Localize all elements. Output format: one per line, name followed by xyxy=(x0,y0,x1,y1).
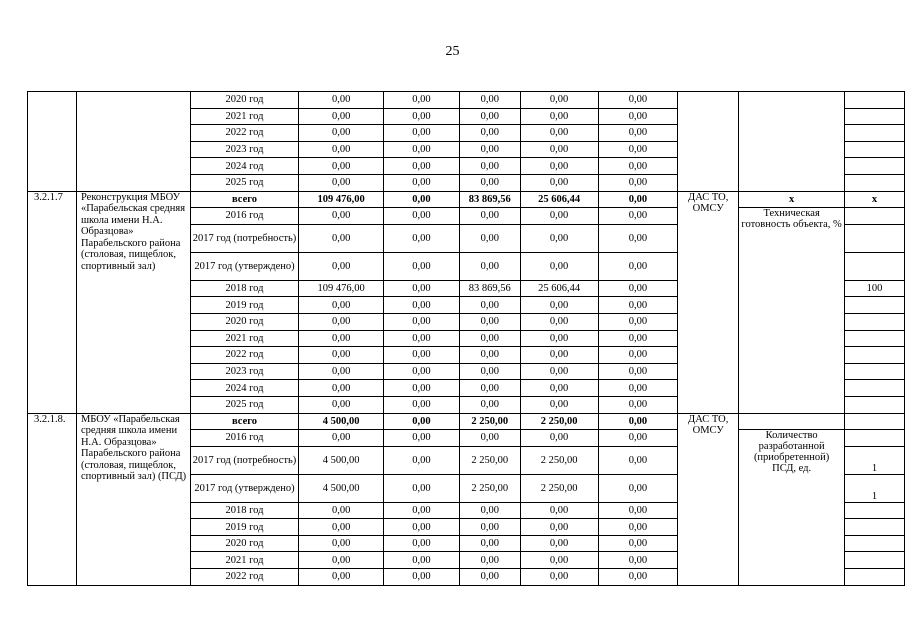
indicator-value-cell xyxy=(845,330,905,347)
indicator-value-cell xyxy=(845,552,905,569)
indicator-value-cell xyxy=(845,125,905,142)
value-cell: 0,00 xyxy=(598,224,678,252)
value-cell: 0,00 xyxy=(299,158,384,175)
value-cell: 0,00 xyxy=(459,535,520,552)
indicator-value-cell xyxy=(845,297,905,314)
value-cell: 0,00 xyxy=(598,380,678,397)
value-cell: 0,00 xyxy=(299,330,384,347)
year-cell: 2017 год (потребность) xyxy=(190,224,298,252)
value-cell: 0,00 xyxy=(459,519,520,536)
year-cell: 2017 год (утверждено) xyxy=(190,474,298,502)
value-cell: 0,00 xyxy=(520,208,598,225)
value-cell: 0,00 xyxy=(520,502,598,519)
value-cell: 0,00 xyxy=(598,569,678,586)
value-cell: 25 606,44 xyxy=(520,191,598,208)
value-cell: 0,00 xyxy=(598,191,678,208)
indicator-value-cell: 1 xyxy=(845,474,905,502)
value-cell: 0,00 xyxy=(459,313,520,330)
year-cell: 2017 год (утверждено) xyxy=(190,252,298,280)
indicator-value-cell xyxy=(845,92,905,109)
value-cell: 0,00 xyxy=(598,174,678,191)
value-cell: 0,00 xyxy=(598,413,678,430)
value-cell: 0,00 xyxy=(299,430,384,447)
value-cell: 0,00 xyxy=(299,125,384,142)
value-cell: 0,00 xyxy=(384,330,460,347)
value-cell: 0,00 xyxy=(520,430,598,447)
value-cell: 0,00 xyxy=(384,535,460,552)
year-cell: 2022 год xyxy=(190,569,298,586)
value-cell: 0,00 xyxy=(598,519,678,536)
value-cell: 0,00 xyxy=(598,446,678,474)
value-cell: 0,00 xyxy=(520,363,598,380)
value-cell: 0,00 xyxy=(299,552,384,569)
value-cell: 0,00 xyxy=(299,313,384,330)
value-cell: 25 606,44 xyxy=(520,280,598,297)
name-cell xyxy=(76,92,190,192)
value-cell: 0,00 xyxy=(598,313,678,330)
indicator-value-cell xyxy=(845,569,905,586)
value-cell: 0,00 xyxy=(299,108,384,125)
year-cell: 2017 год (потребность) xyxy=(190,446,298,474)
value-cell: 0,00 xyxy=(459,330,520,347)
value-cell: 0,00 xyxy=(520,569,598,586)
value-cell: 0,00 xyxy=(384,474,460,502)
indicator-name-cell xyxy=(739,92,845,192)
value-cell: 0,00 xyxy=(299,363,384,380)
value-cell: 0,00 xyxy=(459,297,520,314)
value-cell: 0,00 xyxy=(299,380,384,397)
value-cell: 0,00 xyxy=(459,363,520,380)
year-cell: 2022 год xyxy=(190,125,298,142)
year-cell: всего xyxy=(190,191,298,208)
indicator-value-cell xyxy=(845,252,905,280)
value-cell: 0,00 xyxy=(299,252,384,280)
value-cell: 0,00 xyxy=(598,108,678,125)
code-cell: 3.2.1.8. xyxy=(28,413,77,585)
value-cell: 0,00 xyxy=(299,141,384,158)
value-cell: 0,00 xyxy=(520,535,598,552)
value-cell: 0,00 xyxy=(299,174,384,191)
value-cell: 0,00 xyxy=(520,125,598,142)
value-cell: 0,00 xyxy=(384,191,460,208)
indicator-value-cell xyxy=(845,224,905,252)
year-cell: 2016 год xyxy=(190,430,298,447)
indicator-value-cell xyxy=(845,413,905,430)
value-cell: 0,00 xyxy=(520,313,598,330)
value-cell: 0,00 xyxy=(598,552,678,569)
value-cell: 0,00 xyxy=(598,363,678,380)
year-cell: 2023 год xyxy=(190,363,298,380)
value-cell: 0,00 xyxy=(459,502,520,519)
value-cell: 0,00 xyxy=(520,174,598,191)
value-cell: 0,00 xyxy=(520,396,598,413)
indicator-value-cell: 1 xyxy=(845,446,905,474)
value-cell: 0,00 xyxy=(384,552,460,569)
value-cell: 0,00 xyxy=(299,519,384,536)
value-cell: 0,00 xyxy=(598,252,678,280)
value-cell: 0,00 xyxy=(520,92,598,109)
year-cell: 2018 год xyxy=(190,502,298,519)
year-cell: 2025 год xyxy=(190,174,298,191)
value-cell: 0,00 xyxy=(459,224,520,252)
value-cell: 0,00 xyxy=(384,569,460,586)
indicator-value-cell: х xyxy=(845,191,905,208)
value-cell: 0,00 xyxy=(459,141,520,158)
indicator-top-cell xyxy=(739,413,845,430)
value-cell: 0,00 xyxy=(598,208,678,225)
value-cell: 0,00 xyxy=(520,519,598,536)
value-cell: 0,00 xyxy=(299,535,384,552)
table-row xyxy=(28,92,905,109)
value-cell: 0,00 xyxy=(384,396,460,413)
indicator-value-cell xyxy=(845,313,905,330)
value-cell: 0,00 xyxy=(520,330,598,347)
year-cell: 2021 год xyxy=(190,552,298,569)
value-cell: 0,00 xyxy=(520,141,598,158)
value-cell: 0,00 xyxy=(384,347,460,364)
indicator-value-cell xyxy=(845,208,905,225)
indicator-value-cell xyxy=(845,347,905,364)
value-cell: 0,00 xyxy=(459,158,520,175)
value-cell: 0,00 xyxy=(598,92,678,109)
value-cell: 0,00 xyxy=(598,158,678,175)
indicator-top-cell: х xyxy=(739,191,845,208)
value-cell: 0,00 xyxy=(384,519,460,536)
year-cell: всего xyxy=(190,413,298,430)
value-cell: 0,00 xyxy=(384,158,460,175)
value-cell: 0,00 xyxy=(459,174,520,191)
value-cell: 0,00 xyxy=(384,125,460,142)
value-cell: 4 500,00 xyxy=(299,446,384,474)
value-cell: 0,00 xyxy=(459,108,520,125)
value-cell: 0,00 xyxy=(459,347,520,364)
value-cell: 0,00 xyxy=(299,208,384,225)
value-cell: 0,00 xyxy=(384,280,460,297)
value-cell: 2 250,00 xyxy=(520,474,598,502)
value-cell: 0,00 xyxy=(384,446,460,474)
year-cell: 2022 год xyxy=(190,347,298,364)
value-cell: 0,00 xyxy=(299,92,384,109)
value-cell: 0,00 xyxy=(299,396,384,413)
value-cell: 0,00 xyxy=(598,280,678,297)
value-cell: 0,00 xyxy=(384,502,460,519)
year-cell: 2020 год xyxy=(190,92,298,109)
code-cell xyxy=(28,92,77,192)
indicator-value-cell: 100 xyxy=(845,280,905,297)
name-cell: МБОУ «Парабельская средняя школа имени Н.А. Образцова» Парабельского района (столовая, пищеблок, спортивный зал) (ПСД) xyxy=(76,413,190,585)
value-cell: 0,00 xyxy=(520,552,598,569)
budget-table xyxy=(27,91,905,586)
year-cell: 2021 год xyxy=(190,108,298,125)
indicator-value-cell xyxy=(845,141,905,158)
value-cell: 0,00 xyxy=(598,297,678,314)
indicator-value-cell xyxy=(845,158,905,175)
indicator-value-cell xyxy=(845,430,905,447)
value-cell: 0,00 xyxy=(384,297,460,314)
year-cell: 2023 год xyxy=(190,141,298,158)
value-cell: 0,00 xyxy=(459,380,520,397)
indicator-value-cell xyxy=(845,502,905,519)
indicator-name-cell: Количество разработанной (приобретенной) ПСД, ед. xyxy=(739,430,845,586)
value-cell: 0,00 xyxy=(459,552,520,569)
indicator-value-cell xyxy=(845,380,905,397)
value-cell: 0,00 xyxy=(384,413,460,430)
value-cell: 0,00 xyxy=(520,297,598,314)
value-cell: 0,00 xyxy=(459,569,520,586)
value-cell: 0,00 xyxy=(384,224,460,252)
indicator-name-cell: Техническая готовность объекта, % xyxy=(739,208,845,413)
indicator-value-cell xyxy=(845,519,905,536)
value-cell: 2 250,00 xyxy=(520,446,598,474)
indicator-value-cell xyxy=(845,396,905,413)
executor-cell xyxy=(678,92,739,192)
value-cell: 0,00 xyxy=(299,224,384,252)
value-cell: 0,00 xyxy=(598,430,678,447)
value-cell: 0,00 xyxy=(520,158,598,175)
value-cell: 0,00 xyxy=(384,174,460,191)
value-cell: 0,00 xyxy=(598,347,678,364)
value-cell: 0,00 xyxy=(299,502,384,519)
value-cell: 2 250,00 xyxy=(459,446,520,474)
value-cell: 0,00 xyxy=(520,380,598,397)
value-cell: 0,00 xyxy=(598,535,678,552)
year-cell: 2018 год xyxy=(190,280,298,297)
value-cell: 0,00 xyxy=(459,125,520,142)
value-cell: 0,00 xyxy=(520,224,598,252)
value-cell: 0,00 xyxy=(459,252,520,280)
value-cell: 0,00 xyxy=(384,141,460,158)
value-cell: 0,00 xyxy=(598,474,678,502)
value-cell: 109 476,00 xyxy=(299,191,384,208)
value-cell: 0,00 xyxy=(598,125,678,142)
year-cell: 2020 год xyxy=(190,313,298,330)
year-cell: 2025 год xyxy=(190,396,298,413)
year-cell: 2019 год xyxy=(190,519,298,536)
indicator-value-cell xyxy=(845,108,905,125)
value-cell: 2 250,00 xyxy=(459,474,520,502)
year-cell: 2020 год xyxy=(190,535,298,552)
value-cell: 0,00 xyxy=(520,347,598,364)
value-cell: 0,00 xyxy=(520,252,598,280)
value-cell: 0,00 xyxy=(598,141,678,158)
indicator-value-cell xyxy=(845,174,905,191)
value-cell: 4 500,00 xyxy=(299,413,384,430)
value-cell: 0,00 xyxy=(459,92,520,109)
value-cell: 0,00 xyxy=(299,297,384,314)
value-cell: 0,00 xyxy=(459,430,520,447)
value-cell: 0,00 xyxy=(384,430,460,447)
value-cell: 0,00 xyxy=(598,330,678,347)
year-cell: 2016 год xyxy=(190,208,298,225)
name-cell: Реконструкция МБОУ «Парабельская средняя школа имени Н.А. Образцова» Парабельского района (столовая, пищеблок, спортивный зал) xyxy=(76,191,190,413)
value-cell: 0,00 xyxy=(384,252,460,280)
code-cell: 3.2.1.7 xyxy=(28,191,77,413)
value-cell: 4 500,00 xyxy=(299,474,384,502)
value-cell: 0,00 xyxy=(299,569,384,586)
value-cell: 83 869,56 xyxy=(459,280,520,297)
value-cell: 0,00 xyxy=(598,502,678,519)
value-cell: 0,00 xyxy=(384,208,460,225)
year-cell: 2021 год xyxy=(190,330,298,347)
year-cell: 2024 год xyxy=(190,380,298,397)
value-cell: 0,00 xyxy=(384,380,460,397)
table-row xyxy=(28,413,905,430)
indicator-value-cell xyxy=(845,363,905,380)
year-cell: 2019 год xyxy=(190,297,298,314)
value-cell: 0,00 xyxy=(384,92,460,109)
value-cell: 0,00 xyxy=(459,396,520,413)
budget-table-body xyxy=(28,92,905,586)
indicator-value-cell xyxy=(845,535,905,552)
value-cell: 0,00 xyxy=(299,347,384,364)
value-cell: 0,00 xyxy=(384,363,460,380)
value-cell: 2 250,00 xyxy=(520,413,598,430)
page-number: 25 xyxy=(445,44,460,59)
value-cell: 0,00 xyxy=(384,313,460,330)
executor-cell: ДАС ТО, ОМСУ xyxy=(678,413,739,585)
value-cell: 0,00 xyxy=(384,108,460,125)
value-cell: 2 250,00 xyxy=(459,413,520,430)
executor-cell: ДАС ТО, ОМСУ xyxy=(678,191,739,413)
value-cell: 0,00 xyxy=(459,208,520,225)
value-cell: 83 869,56 xyxy=(459,191,520,208)
value-cell: 0,00 xyxy=(520,108,598,125)
year-cell: 2024 год xyxy=(190,158,298,175)
value-cell: 0,00 xyxy=(598,396,678,413)
table-row xyxy=(28,191,905,208)
value-cell: 109 476,00 xyxy=(299,280,384,297)
